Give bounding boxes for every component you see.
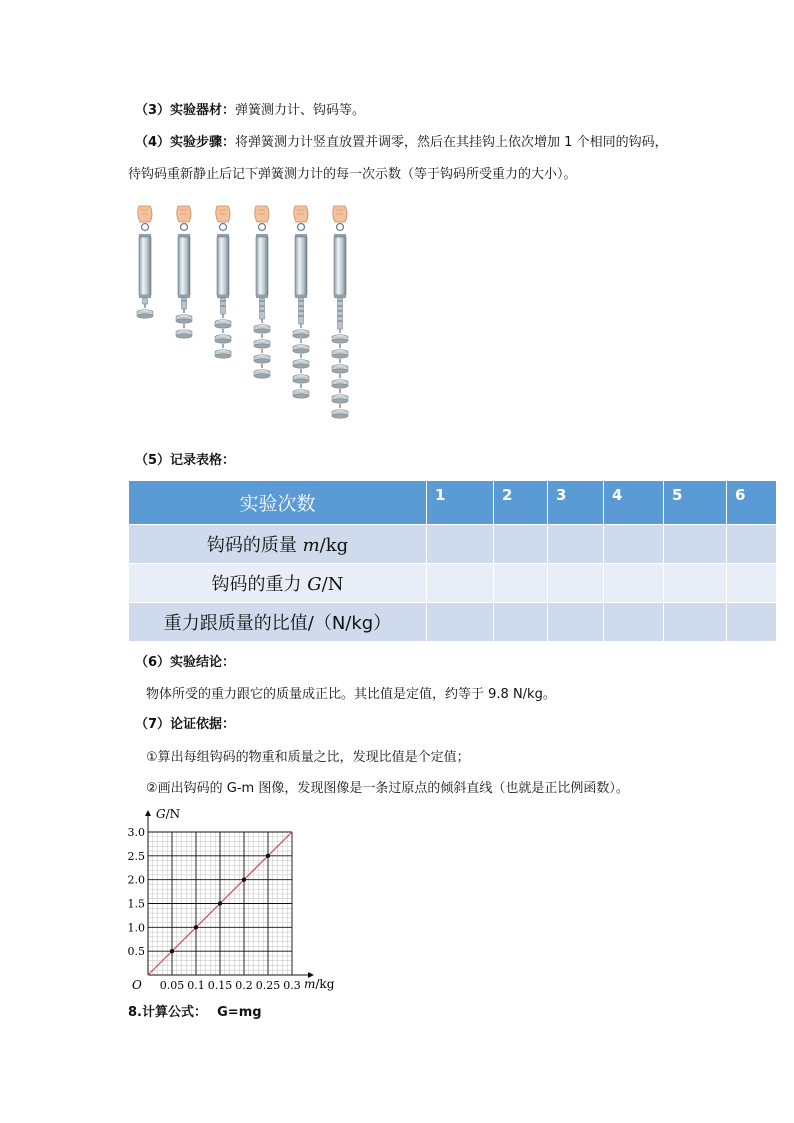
spring-scale xyxy=(332,206,348,418)
x-tick-label: 0.1 xyxy=(187,979,205,992)
y-tick-label: 1.0 xyxy=(127,921,145,935)
scale-cap xyxy=(217,295,229,298)
scale-cap xyxy=(178,295,190,298)
weight-bottom xyxy=(293,364,309,368)
header-col-3: 3 xyxy=(548,481,604,525)
spring-scale xyxy=(254,206,270,378)
scale-cap xyxy=(334,295,346,298)
y-axis-arrow-icon xyxy=(145,810,151,816)
row-label-weight: 钩码的重力 G/N xyxy=(129,564,427,603)
g-m-graph xyxy=(120,800,340,995)
data-point xyxy=(218,901,222,905)
scale-cap xyxy=(256,234,268,237)
weight-bottom xyxy=(293,394,309,398)
weight-bottom xyxy=(293,349,309,353)
weight-bottom xyxy=(176,334,192,338)
table-cell xyxy=(548,525,604,564)
section-3 xyxy=(135,102,365,120)
section-8 xyxy=(128,1004,262,1022)
section-8-label: 8.计算公式： xyxy=(128,1005,207,1020)
x-tick-label: 0.3 xyxy=(283,979,301,992)
section-4 xyxy=(135,134,668,152)
ring-icon xyxy=(298,224,305,231)
table-cell xyxy=(494,603,548,642)
weight-bottom xyxy=(137,314,153,318)
ring-icon xyxy=(259,224,266,231)
scale-cap xyxy=(256,295,268,298)
section-3-text: 弹簧测力计、钩码等。 xyxy=(235,103,366,118)
section-8-formula: G=mg xyxy=(217,1005,262,1020)
y-tick-label: 2.0 xyxy=(127,873,145,887)
scale-rod xyxy=(338,298,343,329)
row-label-mass: 钩码的质量 m/kg xyxy=(129,525,427,564)
header-col-4: 4 xyxy=(604,481,664,525)
section-7-item-1: ①算出每组钩码的物重和质量之比，发现比值是个定值； xyxy=(146,750,470,765)
table-row-weight xyxy=(129,564,777,603)
table-cell xyxy=(548,603,604,642)
scale-rod xyxy=(143,298,148,304)
table-row-mass xyxy=(129,525,777,564)
y-tick-label: 3.0 xyxy=(127,826,145,839)
scale-body xyxy=(334,237,346,295)
table-cell xyxy=(604,564,664,603)
table-cell xyxy=(427,564,494,603)
header-col-5: 5 xyxy=(664,481,727,525)
scale-cap xyxy=(295,295,307,298)
ring-icon xyxy=(337,224,344,231)
section-4-label: （4）实验步骤： xyxy=(135,135,236,150)
table-cell xyxy=(664,603,727,642)
ring-icon xyxy=(181,224,188,231)
scale-cap xyxy=(139,295,151,298)
data-point xyxy=(266,854,270,858)
section-7-label: （7）论证依据： xyxy=(135,717,236,732)
section-5 xyxy=(135,452,235,470)
weight-bottom xyxy=(176,319,192,323)
section-7-item-2: ②画出钩码的 G-m 图像，发现图像是一条过原点的倾斜直线（也就是正比例函数）。 xyxy=(146,781,629,796)
weight-bottom xyxy=(293,334,309,338)
scale-rod xyxy=(182,298,187,309)
section-6-text: 物体所受的重力跟它的质量成正比。其比值是定值，约等于 9.8 N/kg。 xyxy=(146,687,556,702)
weight-bottom xyxy=(332,414,348,418)
y-axis-label: G/N xyxy=(156,807,181,821)
spring-scale xyxy=(176,206,192,338)
section-4-text-cont: 待钩码重新静止后记下弹簧测力计的每一次示数（等于钩码所受重力的大小）。 xyxy=(128,167,577,182)
weight-bottom xyxy=(332,354,348,358)
weight-bottom xyxy=(332,369,348,373)
scale-cap xyxy=(139,234,151,237)
table-cell xyxy=(494,525,548,564)
y-tick-label: 1.5 xyxy=(127,897,145,911)
weight-bottom xyxy=(254,374,270,378)
table-cell xyxy=(494,564,548,603)
header-col-1: 1 xyxy=(427,481,494,525)
header-col-2: 2 xyxy=(494,481,548,525)
scale-body xyxy=(256,237,268,295)
record-table xyxy=(128,480,777,642)
weight-bottom xyxy=(293,379,309,383)
weight-bottom xyxy=(215,339,231,343)
spring-scales-illustration xyxy=(128,200,368,440)
x-tick-label: 0.2 xyxy=(235,979,253,992)
weight-bottom xyxy=(254,344,270,348)
weight-bottom xyxy=(215,354,231,358)
table-header-row xyxy=(129,481,777,525)
section-6 xyxy=(135,654,235,672)
table-cell xyxy=(727,564,777,603)
weight-bottom xyxy=(332,384,348,388)
section-4-text: 将弹簧测力计竖直放置并调零，然后在其挂钩上依次增加 1 个相同的钩码， xyxy=(235,135,668,150)
weight-bottom xyxy=(215,324,231,328)
y-tick-label: 2.5 xyxy=(127,849,145,863)
scale-body xyxy=(295,237,307,295)
scale-cap xyxy=(217,234,229,237)
weight-bottom xyxy=(332,339,348,343)
scale-cap xyxy=(295,234,307,237)
spring-scale xyxy=(137,206,153,318)
data-point xyxy=(170,949,174,953)
origin-label: O xyxy=(132,978,142,992)
scale-body xyxy=(178,237,190,295)
header-col-6: 6 xyxy=(727,481,777,525)
scale-body xyxy=(139,237,151,295)
section-6-label: （6）实验结论： xyxy=(135,655,236,670)
section-7 xyxy=(135,716,235,734)
x-axis-label: m/kg xyxy=(304,977,335,991)
section-3-label: （3）实验器材： xyxy=(135,103,236,118)
x-tick-label: 0.25 xyxy=(255,979,281,992)
section-5-label: （5）记录表格： xyxy=(135,453,236,468)
table-cell xyxy=(604,603,664,642)
data-point xyxy=(194,925,198,929)
table-cell xyxy=(427,525,494,564)
table-cell xyxy=(604,525,664,564)
table-cell xyxy=(427,603,494,642)
table-row-ratio xyxy=(129,603,777,642)
scale-body xyxy=(217,237,229,295)
table-cell xyxy=(727,525,777,564)
scale-cap xyxy=(178,234,190,237)
row-label-ratio: 重力跟质量的比值/（N/kg） xyxy=(129,603,427,642)
x-tick-label: 0.15 xyxy=(207,979,233,992)
scale-cap xyxy=(334,234,346,237)
table-cell xyxy=(727,603,777,642)
spring-scale xyxy=(293,206,309,398)
weight-bottom xyxy=(332,399,348,403)
ring-icon xyxy=(142,224,149,231)
table-cell xyxy=(664,564,727,603)
x-tick-label: 0.05 xyxy=(159,979,185,992)
weight-bottom xyxy=(254,329,270,333)
header-trial-count: 实验次数 xyxy=(129,481,427,525)
spring-scale xyxy=(215,206,231,358)
table-cell xyxy=(548,564,604,603)
data-point xyxy=(242,877,246,881)
ring-icon xyxy=(220,224,227,231)
weight-bottom xyxy=(254,359,270,363)
y-tick-label: 0.5 xyxy=(127,945,145,959)
table-cell xyxy=(664,525,727,564)
